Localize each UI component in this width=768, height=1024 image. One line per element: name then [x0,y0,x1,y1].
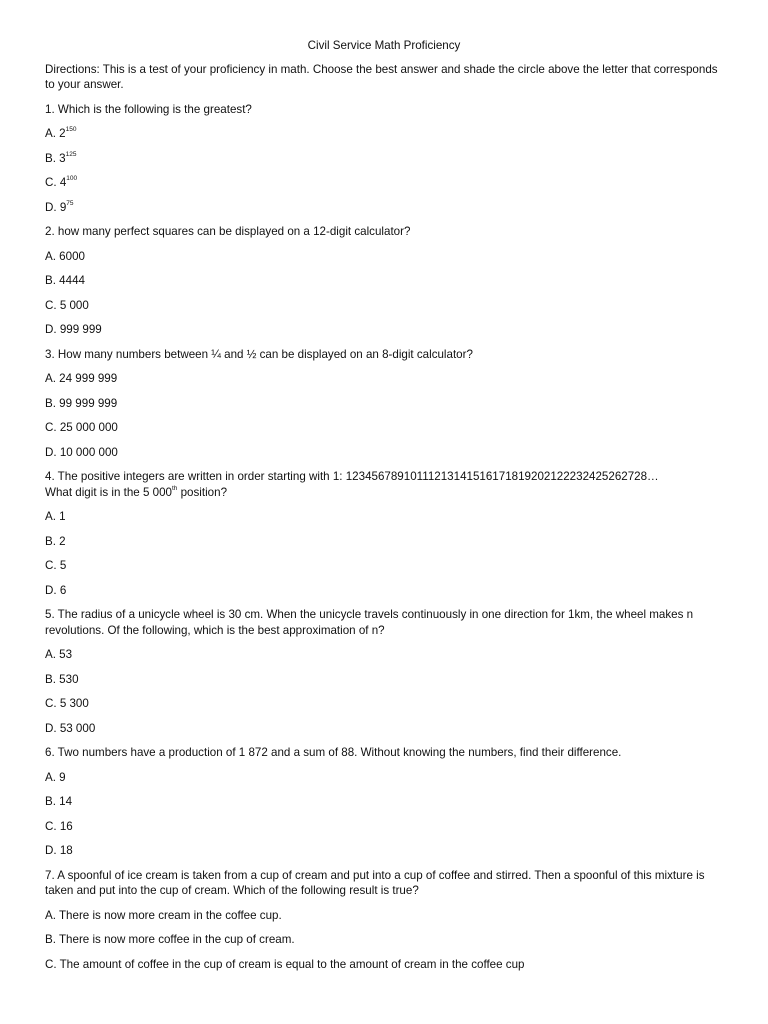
q5-option-a: A. 53 [45,648,73,661]
q7-option-b: B. There is now more coffee in the cup of cream. [45,933,295,946]
document-page [45,38,725,981]
question-2: 2. how many perfect squares can be displayed on a 12-digit calculator? [45,225,411,238]
question-4-line-1: 4. The positive integers are written in order starting with 1: 12345678910111213141516171819202122232425262728… [45,470,659,483]
q4-option-b: B. 2 [45,534,66,548]
exponent: 75 [66,199,74,207]
q5-option-c: C. 5 300 [45,697,89,710]
q2-option-d: D. 999 999 [45,323,102,336]
q4-option-a: A. 1 [45,510,66,523]
question-3: 3. How many numbers between ¼ and ½ can be displayed on an 8-digit calculator? [45,347,473,361]
q7-option-c: C. The amount of coffee in the cup of cream is equal to the amount of cream in the coffee cup [45,957,525,971]
q1-option-b: B. $3^{125}$ [45,150,77,165]
q2-option-b: B. 4444 [45,274,85,287]
q3-option-b: B. 99 999 999 [45,396,118,410]
q6-option-d: D. 18 [45,844,73,857]
ordinal-suffix: th [171,484,178,492]
q7-option-a: A. There is now more cream in the coffee cup. [45,908,282,922]
exponent: 150 [65,126,77,134]
page-title: Civil Service Math Proficiency [307,39,461,52]
q6-option-b: B. 14 [45,795,73,808]
q3-option-d: D. 10 000 000 [45,445,118,459]
question-7: 7. A spoonful of ice cream is taken from a cup of cream and put into a cup of coffee and stirred. Then a spoonful of this mixture is taken and put into the cup of cream. Which of the following result is true? [45,868,705,897]
question-5: 5. The radius of a unicycle wheel is 30 cm. When the unicycle travels continuously in one direction for 1km, the wheel makes n revolutions. Of the following, which is the best approximation of n? [45,608,694,637]
q4-option-c: C. 5 [45,559,67,572]
q3-option-a: A. 24 999 999 [45,372,118,385]
exponent: 125 [65,150,77,158]
question-1: 1. Which is the following is the greatest? [45,102,252,116]
q4-option-d: D. 6 [45,583,67,597]
q3-option-c: C. 25 000 000 [45,421,118,434]
exponent: 100 [66,175,78,183]
question-4-line-2: What digit is in the 5 000th position? [45,484,228,499]
q5-option-d: D. 53 000 [45,721,96,735]
q5-option-b: B. 530 [45,672,79,686]
q2-option-a: A. 6000 [45,249,85,263]
q6-option-c: C. 16 [45,819,73,833]
directions: Directions: This is a test of your proficiency in math. Choose the best answer and shade the circle above the letter that corresponds to your answer. [45,62,718,91]
q1-option-a: A. $2^{150}$ [45,126,77,140]
q2-option-c: C. 5 000 [45,298,89,312]
question-6: 6. Two numbers have a production of 1 872 and a sum of 88. Without knowing the numbers, find their difference. [45,746,622,759]
q1-option-c: C. $4^{100}$ [45,175,78,189]
question-4 [45,469,725,500]
q6-option-a: A. 9 [45,770,66,784]
q1-option-d: D. $9^{75}$ [45,199,74,214]
